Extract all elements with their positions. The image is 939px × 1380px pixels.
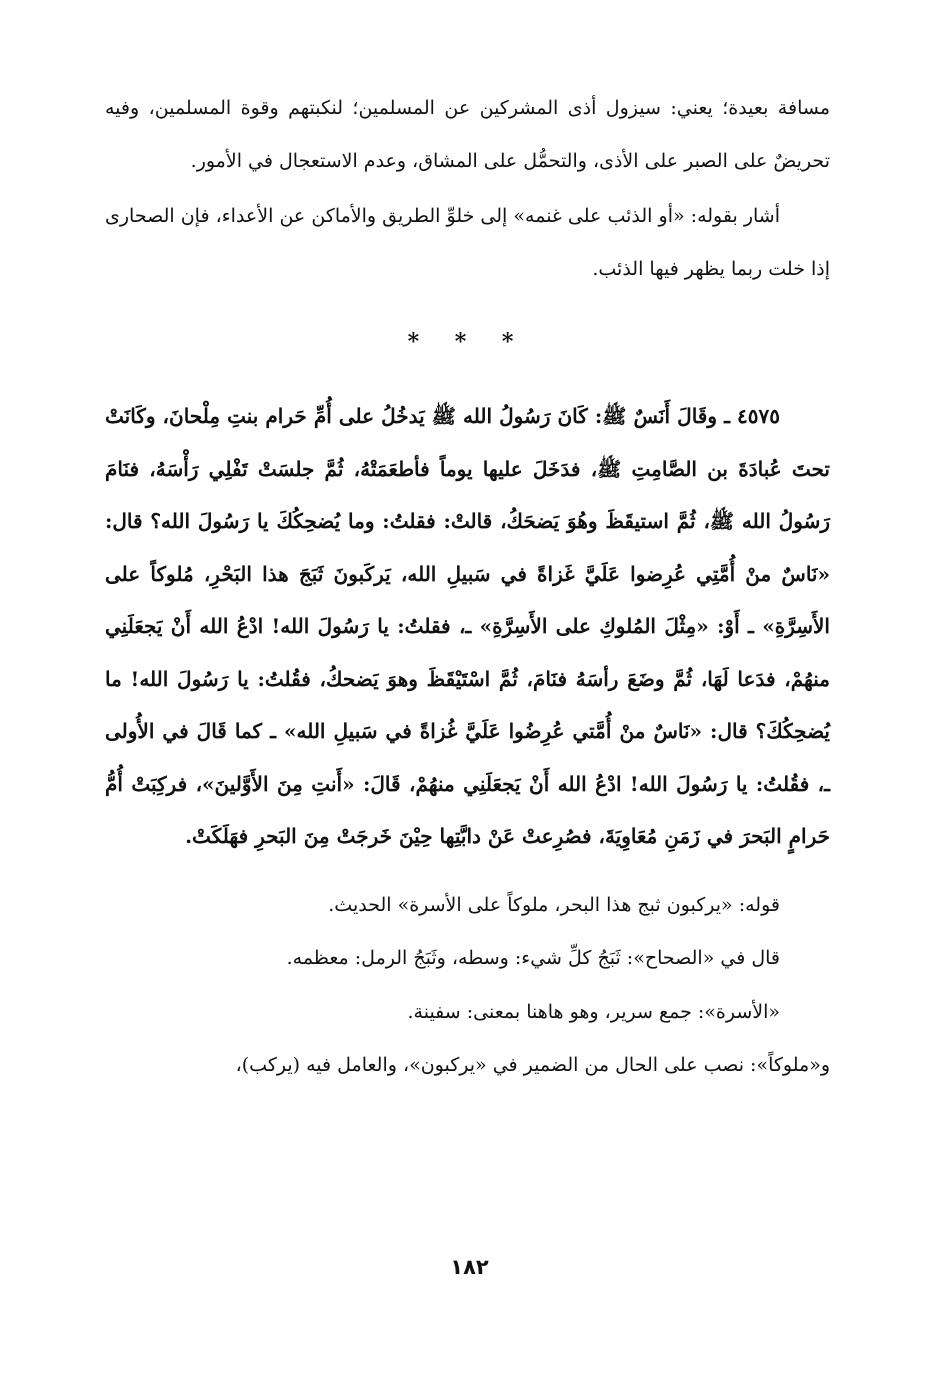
commentary-line-2: قال في «الصحاح»: ثَبَجُ كلِّ شيء: وسطه، وثَبَجُ الرمل: معظمه.	[286, 947, 780, 969]
intro-paragraph-1: مسافة بعيدة؛ يعني: سيزول أذى المشركين عن المسلمين؛ لنكبتهم وقوة المسلمين، وفيه تحريضٌ على الصبر على الأذى، والتحمُّل على المشاق، وعدم الاستعجال في الأمور.	[105, 97, 830, 172]
commentary-line-1: قوله: «يركبون ثبج هذا البحر، ملوكاً على الأسرة» الحديث.	[328, 893, 780, 916]
section-separator: * * *	[407, 329, 528, 355]
commentary-section	[105, 879, 830, 1093]
hadith-4575-text: ٤٥٧٥ ـ وقَالَ أَنَسٌ ﷺ: كَانَ رَسُولُ الله ﷺ يَدخُلُ على أُمِّ حَرام بنتِ مِلْحانَ، وكَانَتْ تحتَ عُبادَةَ بن الصَّامِتِ ﷺ، فدَخَلَ عليها يوماً فأطعَمَتْهُ، ثُمَّ جلسَتْ تَفْلِي رَأْسَهُ، فنَامَ رَسُولُ الله ﷺ، ثُمَّ استيقَظَ وهُوَ يَضحَكُ، قالتْ: فقلتُ: وما يُضحِكُكَ يا رَسُولَ الله؟ قال: «نَاسٌ منْ أُمَّتِي عُرِضوا عَلَيَّ غَزاةً في سَبيلِ الله، يَركَبونَ ثَبَجَ هذا البَحْرِ، مُلوكاً على الأَسِرَّةِ» ـ أَوْ: «مِثْلَ المُلوكِ على الأَسِرَّةِ» ـ، فقلتُ: يا رَسُولَ الله! ادْعُ الله أَنْ يَجعَلَنِي منهُمْ، فدَعا لَهَا، ثُمَّ وضَعَ رأسَهُ فنَامَ، ثُمَّ اسْتَيْقَظَ وهوَ يَضحكُ، فقُلتُ: يا رَسُولَ الله! ما يُضحِكُكَ؟ قال: «نَاسٌ منْ أُمَّتي عُرِضُوا عَلَيَّ غُزاةً في سَبيلِ الله» ـ كما قَالَ في الأُولى ـ، فقُلتُ: يا رَسُولَ الله! ادْعُ الله أَنْ يَجعَلَنِي منهُمْ، قَالَ: «أَنتِ مِنَ الأَوَّلينَ»، فركِبَتْ أُمُّ حَرامٍ البَحرَ في زَمَنِ مُعَاوِيَةَ، فصُرِعتْ عَنْ دابَّتِها حِيْنَ خَرجَتْ مِنَ البَحرِ فهَلَكَتْ.	[105, 404, 830, 848]
intro-paragraph-2: أشار بقوله: «أو الذئب على غنمه» إلى خلوِّ الطريق والأماكن عن الأعداء، فإن الصحارى إذا خلت ربما يظهر فيها الذئب.	[105, 205, 830, 280]
commentary-line-4: و«ملوكاً»: نصب على الحال من الضمير في «يركبون»، والعامل فيه (يركب)،	[235, 1054, 830, 1076]
commentary-line-3: «الأسرة»: جمع سرير، وهو هاهنا بمعنى: سفينة.	[407, 1000, 780, 1023]
page-body	[105, 82, 830, 1093]
page-number: ١٨٢	[450, 1255, 489, 1279]
